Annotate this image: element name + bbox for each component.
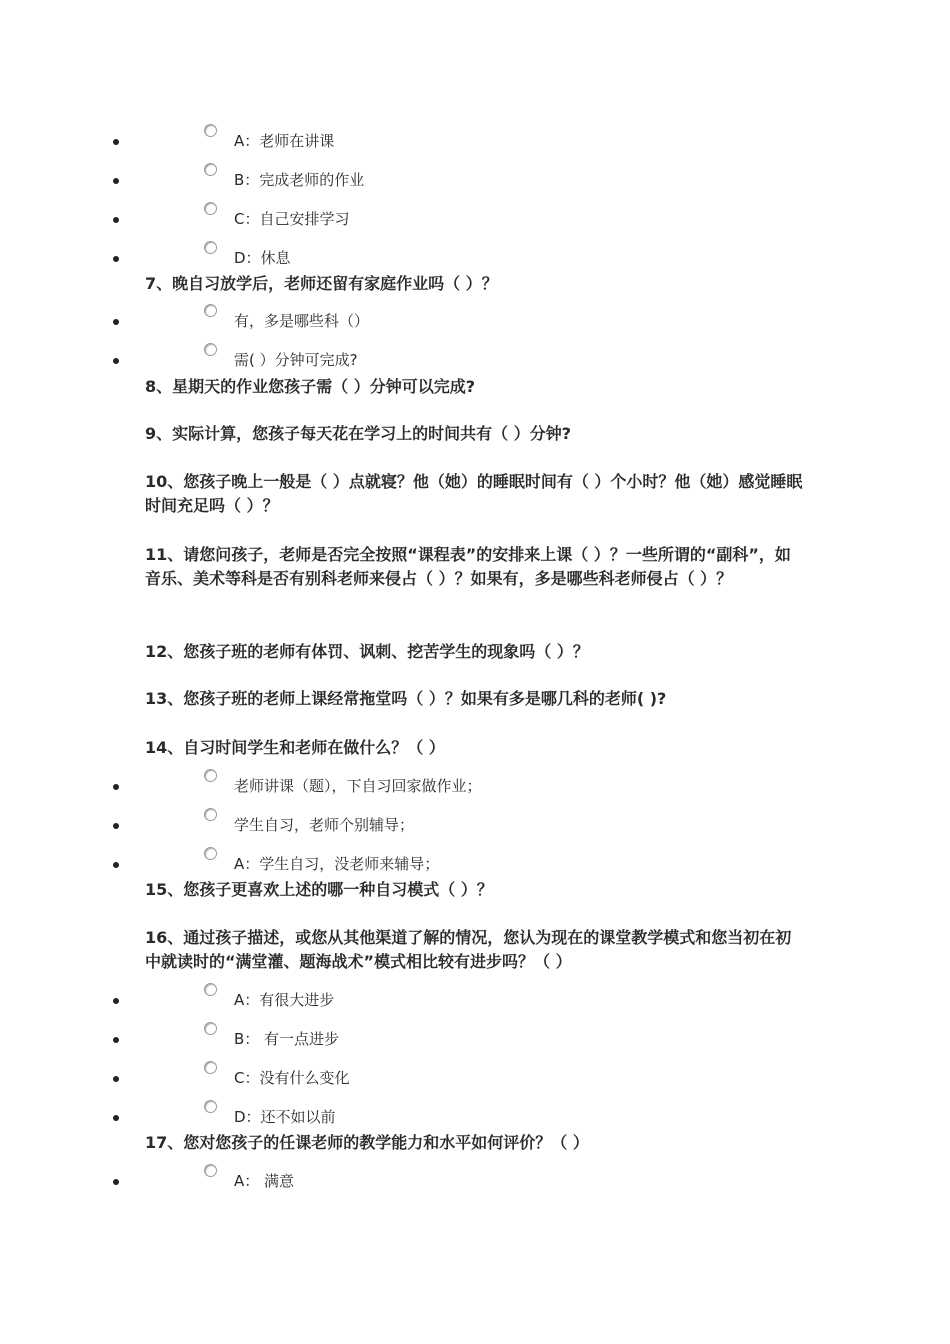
option-item[interactable] [0, 765, 950, 804]
list-bullet [113, 319, 119, 325]
list-bullet [113, 1037, 119, 1043]
list-bullet [113, 1076, 119, 1082]
option-item[interactable] [0, 198, 950, 237]
option-item[interactable] [0, 159, 950, 198]
option-item[interactable] [0, 339, 950, 378]
option-item[interactable] [0, 804, 950, 843]
option-item[interactable] [0, 1096, 950, 1135]
q6-options [0, 120, 950, 276]
radio-button[interactable] [204, 769, 217, 782]
list-bullet [113, 1115, 119, 1121]
question-15: 15、您孩子更喜欢上述的哪一种自习模式（ ）？ [145, 880, 493, 899]
list-bullet [113, 256, 119, 262]
radio-button[interactable] [204, 1100, 217, 1113]
option-label: A： 满意 [234, 1172, 295, 1190]
option-label: 有，多是哪些科（） [234, 312, 370, 330]
option-item[interactable] [0, 120, 950, 159]
question-9: 9、实际计算，您孩子每天花在学习上的时间共有（ ）分钟? [145, 424, 571, 443]
list-bullet [113, 217, 119, 223]
list-bullet [113, 358, 119, 364]
option-item[interactable] [0, 843, 950, 882]
option-item[interactable] [0, 300, 950, 339]
list-bullet [113, 139, 119, 145]
radio-button[interactable] [204, 983, 217, 996]
option-label: 学生自习，老师个别辅导； [234, 816, 415, 834]
option-label: C：没有什么变化 [234, 1069, 350, 1087]
radio-button[interactable] [204, 304, 217, 317]
radio-button[interactable] [204, 343, 217, 356]
q16-options [0, 979, 950, 1135]
question-11: 11、请您问孩子，老师是否完全按照“课程表”的安排来上课（ ）？一些所谓的“副科”，如音乐、美术等科是否有别科老师来侵占（ ）？如果有，多是哪些科老师侵占（ ）？ [145, 545, 791, 588]
list-bullet [113, 1179, 119, 1185]
option-item[interactable] [0, 1057, 950, 1096]
q17-options [0, 1160, 950, 1199]
list-bullet [113, 823, 119, 829]
radio-button[interactable] [204, 241, 217, 254]
option-label: C：自己安排学习 [234, 210, 350, 228]
radio-button[interactable] [204, 847, 217, 860]
option-label: 老师讲课（题），下自习回家做作业； [234, 777, 482, 795]
question-8: 8、星期天的作业您孩子需（ ）分钟可以完成? [145, 377, 475, 396]
option-label: D：休息 [234, 249, 291, 267]
radio-button[interactable] [204, 1022, 217, 1035]
question-16: 16、通过孩子描述，或您从其他渠道了解的情况，您认为现在的课堂教学模式和您当初在初中就读时的“满堂灌、题海战术”模式相比较有进步吗？（ ） [145, 928, 792, 971]
option-item[interactable] [0, 1160, 950, 1199]
option-item[interactable] [0, 237, 950, 276]
q14-options [0, 765, 950, 882]
question-10: 10、您孩子晚上一般是（ ）点就寝？他（她）的睡眠时间有（ ）个小时？他（她）感觉睡眠时间充足吗（ ）？ [145, 472, 803, 515]
option-label: B：完成老师的作业 [234, 171, 365, 189]
question-13: 13、您孩子班的老师上课经常拖堂吗（ ）？如果有多是哪几科的老师( )? [145, 689, 667, 708]
option-label: A：学生自习，没老师来辅导； [234, 855, 440, 873]
radio-button[interactable] [204, 1061, 217, 1074]
list-bullet [113, 998, 119, 1004]
list-bullet [113, 862, 119, 868]
question-12: 12、您孩子班的老师有体罚、讽刺、挖苦学生的现象吗（ ）？ [145, 642, 589, 661]
list-bullet [113, 784, 119, 790]
list-bullet [113, 178, 119, 184]
q7-options [0, 300, 950, 378]
option-item[interactable] [0, 979, 950, 1018]
question-17: 17、您对您孩子的任课老师的教学能力和水平如何评价？（ ） [145, 1133, 589, 1152]
question-7: 7、晚自习放学后，老师还留有家庭作业吗（ ）？ [145, 274, 498, 293]
option-label: A：老师在讲课 [234, 132, 335, 150]
radio-button[interactable] [204, 202, 217, 215]
radio-button[interactable] [204, 808, 217, 821]
option-label: B： 有一点进步 [234, 1030, 340, 1048]
option-label: D：还不如以前 [234, 1108, 336, 1126]
radio-button[interactable] [204, 124, 217, 137]
option-label: 需( ）分钟可完成? [234, 351, 358, 369]
option-label: A：有很大进步 [234, 991, 335, 1009]
option-item[interactable] [0, 1018, 950, 1057]
radio-button[interactable] [204, 1164, 217, 1177]
question-14: 14、自习时间学生和老师在做什么？（ ） [145, 738, 445, 757]
radio-button[interactable] [204, 163, 217, 176]
